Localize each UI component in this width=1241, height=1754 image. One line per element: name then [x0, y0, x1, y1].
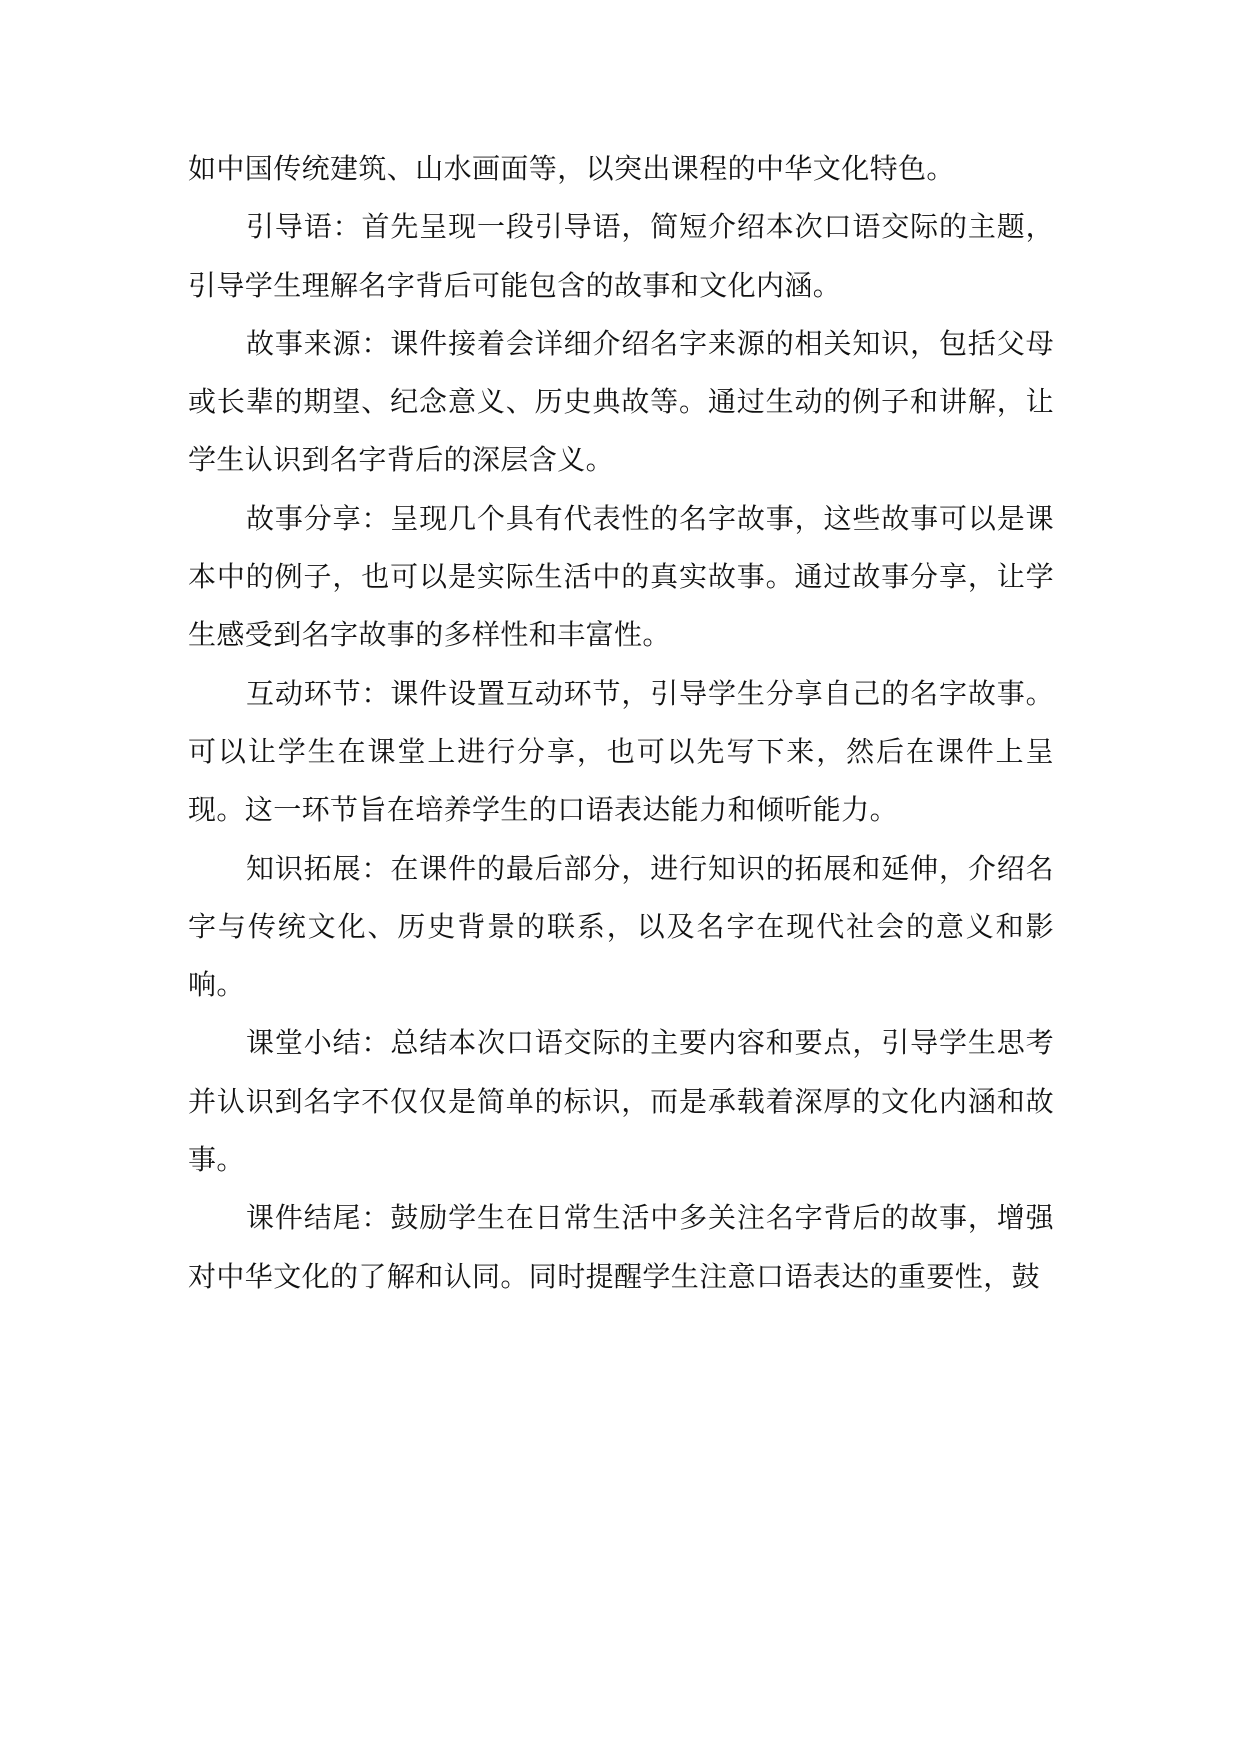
paragraph-interaction: 互动环节：课件设置互动环节，引导学生分享自己的名字故事。可以让学生在课堂上进行分享，也可以先写下来，然后在课件上呈现。这一环节旨在培养学生的口语表达能力和倾听能力。 — [188, 676, 1054, 827]
paragraph-summary: 课堂小结：总结本次口语交际的主要内容和要点，引导学生思考并认识到名字不仅仅是简单的标识，而是承载着深厚的文化内涵和故事。 — [188, 1026, 1054, 1177]
paragraph-story-source: 故事来源：课件接着会详细介绍名字来源的相关知识，包括父母或长辈的期望、纪念意义、历史典故等。通过生动的例子和讲解，让学生认识到名字背后的深层含义。 — [188, 326, 1054, 477]
paragraph-story-sharing: 故事分享：呈现几个具有代表性的名字故事，这些故事可以是课本中的例子，也可以是实际生活中的真实故事。通过故事分享，让学生感受到名字故事的多样性和丰富性。 — [188, 501, 1054, 652]
paragraph-continuation: 如中国传统建筑、山水画面等，以突出课程的中华文化特色。 — [188, 152, 955, 185]
paragraph-guide: 引导语：首先呈现一段引导语，简短介绍本次口语交际的主题，引导学生理解名字背后可能包含的故事和文化内涵。 — [188, 210, 1054, 302]
document-body — [188, 140, 1054, 1306]
paragraph-ending: 课件结尾：鼓励学生在日常生活中多关注名字背后的故事，增强对中华文化的了解和认同。同时提醒学生注意口语表达的重要性，鼓 — [188, 1201, 1054, 1293]
paragraph-knowledge-extension: 知识拓展：在课件的最后部分，进行知识的拓展和延伸，介绍名字与传统文化、历史背景的联系，以及名字在现代社会的意义和影响。 — [188, 851, 1054, 1002]
